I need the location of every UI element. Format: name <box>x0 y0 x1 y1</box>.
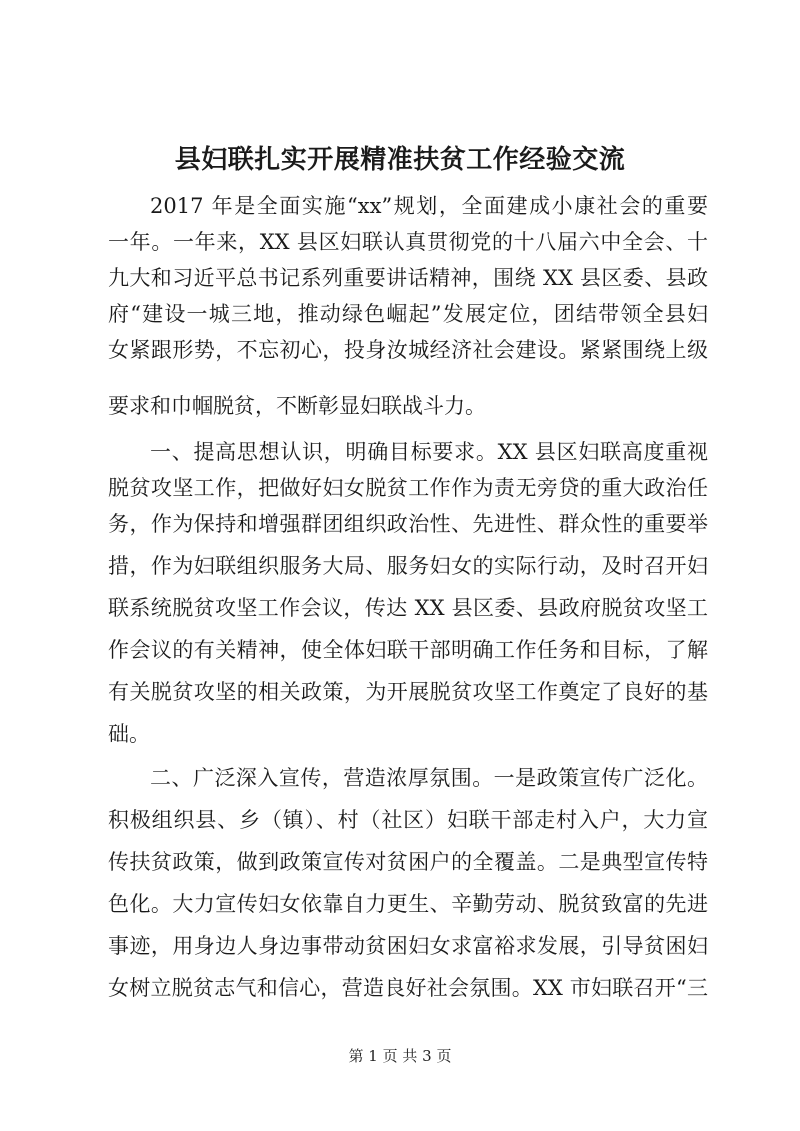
paragraph-3-line-2: 积极组织县、乡（镇）、村（社区）妇联干部走村入户，大力宣 <box>108 808 708 832</box>
paragraph-1-line-5: 女紧跟形势，不忘初心，投身汝城经济社会建设。紧紧围绕上级 <box>108 338 708 362</box>
document-title: 县妇联扎实开展精准扶贫工作经验交流 <box>174 145 626 175</box>
paragraph-2-line-1: 一、提高思想认识，明确目标要求。XX 县区妇联高度重视 <box>150 440 708 464</box>
paragraph-3-line-3: 传扶贫政策，做到政策宣传对贫困户的全覆盖。二是典型宣传特 <box>108 850 708 874</box>
paragraph-1-line-6: 要求和巾帼脱贫，不断彰显妇联战斗力。 <box>108 394 486 418</box>
paragraph-2-line-7: 有关脱贫攻坚的相关政策，为开展脱贫攻坚工作奠定了良好的基 <box>108 680 708 704</box>
paragraph-2-line-4: 措，作为妇联组织服务大局、服务妇女的实际行动，及时召开妇 <box>108 554 708 578</box>
paragraph-2-line-5: 联系统脱贫攻坚工作会议，传达 XX 县区委、县政府脱贫攻坚工 <box>108 596 708 620</box>
paragraph-3-line-5: 事迹，用身边人身边事带动贫困妇女求富裕求发展，引导贫困妇 <box>108 934 708 958</box>
page-number-footer: 第 1 页 共 3 页 <box>348 1047 452 1065</box>
paragraph-2-line-3: 务，作为保持和增强群团组织政治性、先进性、群众性的重要举 <box>108 512 708 536</box>
paragraph-3-line-1: 二、广泛深入宣传，营造浓厚氛围。一是政策宣传广泛化。 <box>150 766 708 790</box>
paragraph-3-line-4: 色化。大力宣传妇女依靠自力更生、辛勤劳动、脱贫致富的先进 <box>108 892 708 916</box>
paragraph-2-line-2: 脱贫攻坚工作，把做好妇女脱贫工作作为责无旁贷的重大政治任 <box>108 476 708 500</box>
paragraph-2-line-6: 作会议的有关精神，使全体妇联干部明确工作任务和目标，了解 <box>108 638 708 662</box>
paragraph-1-line-3: 九大和习近平总书记系列重要讲话精神，围绕 XX 县区委、县政 <box>108 266 708 290</box>
paragraph-1-line-4: 府“建设一城三地，推动绿色崛起”发展定位，团结带领全县妇 <box>108 302 708 326</box>
paragraph-1-line-2: 一年。一年来，XX 县区妇联认真贯彻党的十八届六中全会、十 <box>108 230 708 254</box>
paragraph-1-line-1: 2017 年是全面实施“xx”规划，全面建成小康社会的重要 <box>150 194 708 218</box>
paragraph-2-line-8: 础。 <box>108 722 150 746</box>
paragraph-3-line-6: 女树立脱贫志气和信心，营造良好社会氛围。XX 市妇联召开“三 <box>108 976 708 1000</box>
